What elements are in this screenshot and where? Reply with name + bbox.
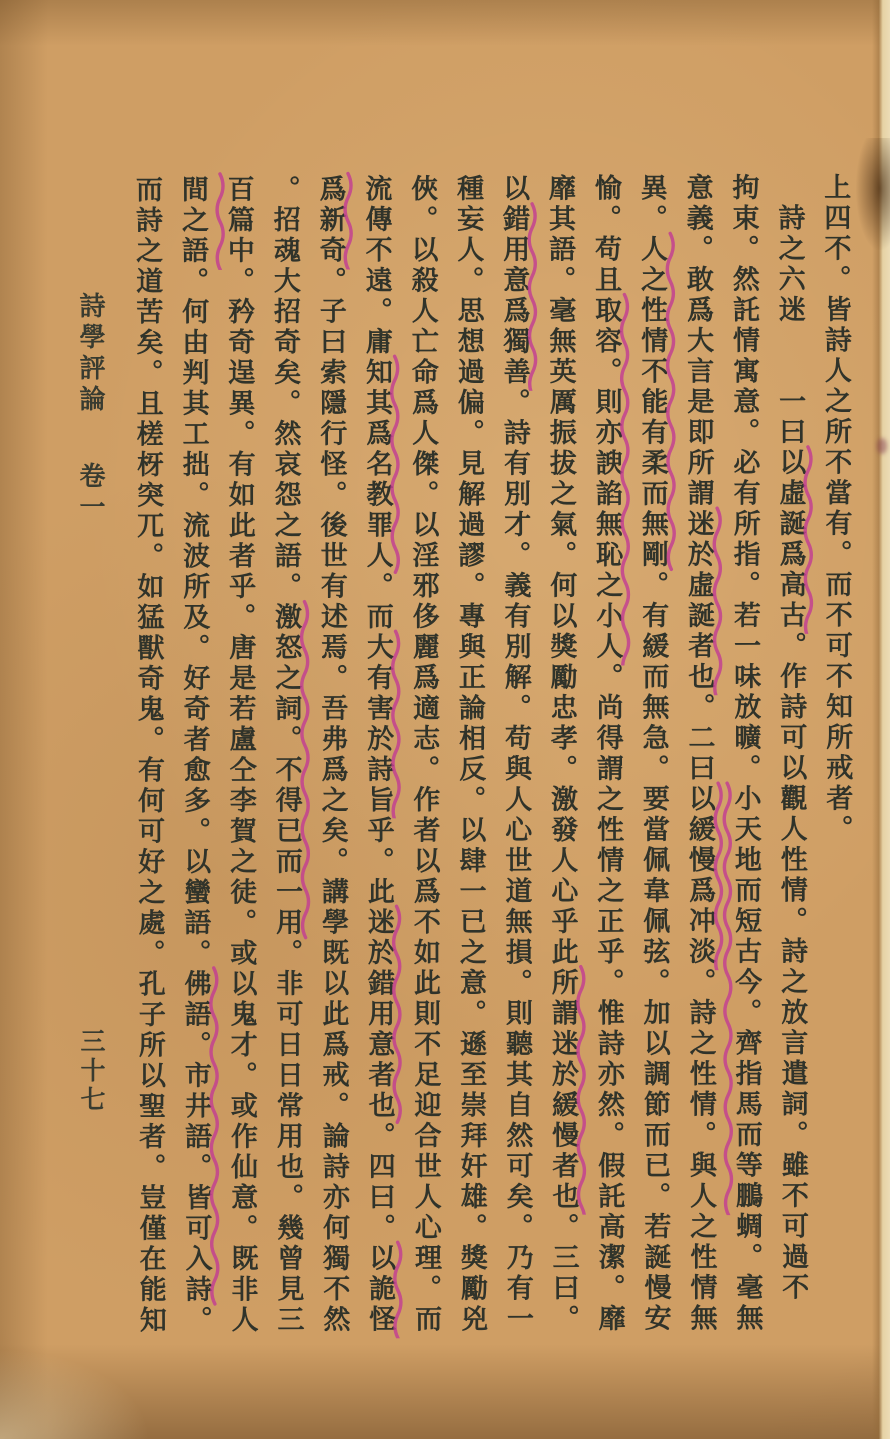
column-text: 種妄人。思想過偏。見解過謬。專與正論相反。以肆一已之意。遜至崇拜奸雄。獎勵兇 xyxy=(452,174,487,1336)
column-text: 拘束。然託情寓意。必有所指。若一味放曠。小天地而短古今。齊指馬而等鵬蜩。毫無 xyxy=(728,173,763,1335)
column-text: 間之語。何由判其工拙。流波所及。好奇者愈多。以蠻語。佛語。市井語。皆可入詩。 xyxy=(177,174,212,1336)
text-column xyxy=(269,175,303,1341)
book-title: 詩學評論 xyxy=(76,292,105,416)
column-text: 以錯用意爲獨善。詩有別才。義有別解。苟與人心世道無損。則聽其自然可矣。乃有一 xyxy=(498,173,533,1335)
page-number: 三十七 xyxy=(77,1028,104,1115)
left-edge-shadow xyxy=(0,0,48,1439)
edge-stain-dot xyxy=(877,438,887,454)
column-text: 流傳不遠。庸知其爲名教罪人。而大有害於詩旨乎。此迷於錯用意者也。四曰。以詭怪 xyxy=(361,174,396,1336)
running-head xyxy=(76,292,104,524)
text-column xyxy=(223,175,257,1341)
column-text: 愉。苟且取容。則亦諛諂無恥之小人。尚得謂之性情之正乎。惟詩亦然。假託高潔。靡 xyxy=(590,173,625,1335)
text-column xyxy=(774,173,808,1339)
bottom-left-highlight xyxy=(0,1349,150,1439)
top-edge-shadow xyxy=(0,0,890,46)
text-column xyxy=(544,174,578,1340)
column-text: 而詩之道苦矣。且槎枒突兀。如猛獸奇鬼。有何可好之處。孔子所以聖者。豈僅在能知 xyxy=(131,175,166,1337)
text-column xyxy=(682,173,716,1339)
text-column xyxy=(820,173,854,1339)
text-body xyxy=(116,173,854,1342)
text-column xyxy=(590,174,624,1340)
text-column xyxy=(498,174,532,1340)
text-column xyxy=(453,174,487,1340)
column-text: 靡其語。毫無英厲振拔之氣。何以獎勵忠孝。激發人心乎此所謂迷於緩慢者也。三曰。 xyxy=(544,173,579,1335)
column-text: 俠。以殺人亡命爲人傑。以淫邪侈麗爲適志。作者以爲不如此則不足迎合世人心理。而 xyxy=(406,174,442,1336)
column-text: 。招魂大招奇矣。然哀怨之語。激怒之詞。不得已而一用。非可日日常用也。幾曾見三 xyxy=(269,174,304,1336)
column-text: 百篇中。矜奇逞異。有如此者乎。唐是若盧仝李賀之徒。或以鬼才。或作仙意。既非人 xyxy=(223,174,258,1336)
column-text: 爲新奇。子曰索隱行怪。後世有述焉。吾弗爲之矣。講學既以此爲戒。論詩亦何獨不然 xyxy=(315,174,350,1336)
text-column xyxy=(407,174,441,1340)
text-column xyxy=(131,175,165,1341)
volume-label: 卷一 xyxy=(76,462,105,524)
text-column xyxy=(315,174,349,1340)
column-text: 詩之六迷 一曰以虛誕爲高古。作詩可以觀人性情。詩之放言遣詞。雖不可過不 xyxy=(774,172,809,1304)
column-text: 意義。敢爲大言是即所謂迷於虛誕者也。二曰以緩慢爲冲淡。詩之性情。與人之性情無 xyxy=(682,173,717,1335)
text-column xyxy=(177,175,211,1341)
corner-stain xyxy=(856,138,890,250)
column-text: 上四不。皆詩人之所不當有。而不可不知所戒者。 xyxy=(819,172,853,845)
column-text: 異。人之性情不能有柔而無剛。有緩而無急。要當佩韋佩弦。加以調節而已。若誕慢安 xyxy=(636,173,671,1335)
text-column xyxy=(636,173,670,1339)
text-column xyxy=(728,173,762,1339)
text-column xyxy=(361,174,395,1340)
